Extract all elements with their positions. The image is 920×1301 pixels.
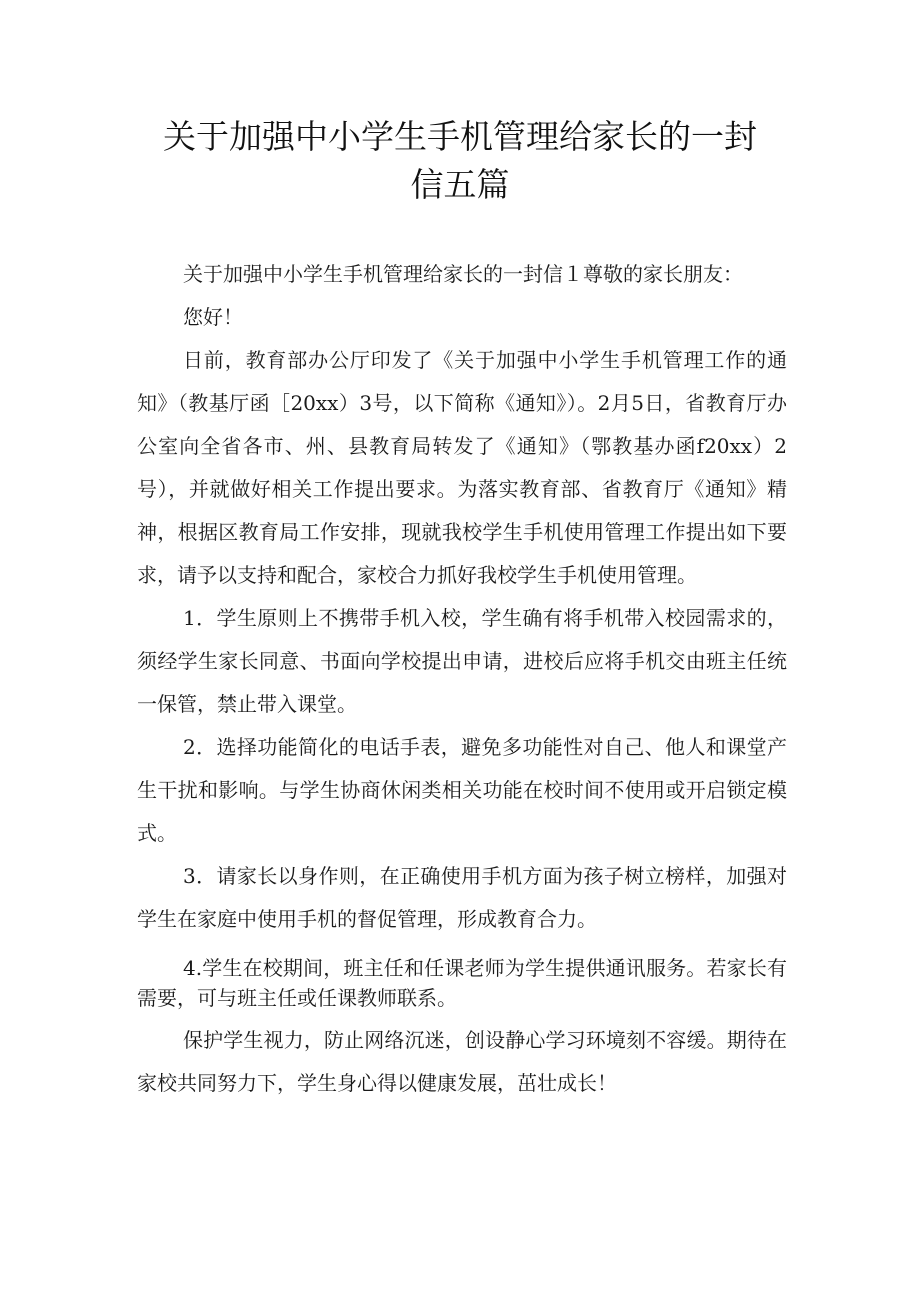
intro-paragraph: 日前，教育部办公厅印发了《关于加强中小学生手机管理工作的通知》（教基厅函［20xx）3号，以下简称《通知》）。2月5日，省教育厅办公室向全省各市、州、县教育局转发了《通知》（鄂教基办函f20xx）2号），并就做好相关工作提出要求。为落实教育部、省教育厅《通知》精神，根据区教育局工作安排，现就我校学生手机使用管理工作提出如下要求，请予以支持和配合，家校合力抓好我校学生手机使用管理。 <box>137 348 787 587</box>
requirement-item-2: 2．选择功能简化的电话手表，避免多功能性对自己、他人和课堂产生干扰和影响。与学生协商休闲类相关功能在校时间不使用或开启锁定模式。 <box>137 735 787 845</box>
greeting-paragraph: 您好！ <box>183 305 243 329</box>
requirement-item-3: 3．请家长以身作则，在正确使用手机方面为孩子树立榜样，加强对学生在家庭中使用手机的督促管理，形成教育合力。 <box>137 864 787 931</box>
requirement-item-4: 4.学生在校期间，班主任和任课老师为学生提供通讯服务。若家长有需要，可与班主任或任课教师联系。 <box>137 956 787 1010</box>
closing-paragraph: 保护学生视力，防止网络沉迷，创设静心学习环境刻不容缓。期待在家校共同努力下，学生身心得以健康发展，茁壮成长！ <box>137 1028 787 1095</box>
document-title-line-1: 关于加强中小学生手机管理给家长的一封 <box>163 117 757 156</box>
document-body <box>137 253 787 1105</box>
requirement-item-1: 1．学生原则上不携带手机入校，学生确有将手机带入校园需求的，须经学生家长同意、书面向学校提出申请，进校后应将手机交由班主任统一保管，禁止带入课堂。 <box>137 606 787 716</box>
document-title-line-2: 信五篇 <box>410 165 510 204</box>
salutation-paragraph: 关于加强中小学生手机管理给家长的一封信１尊敬的家长朋友： <box>183 262 743 286</box>
